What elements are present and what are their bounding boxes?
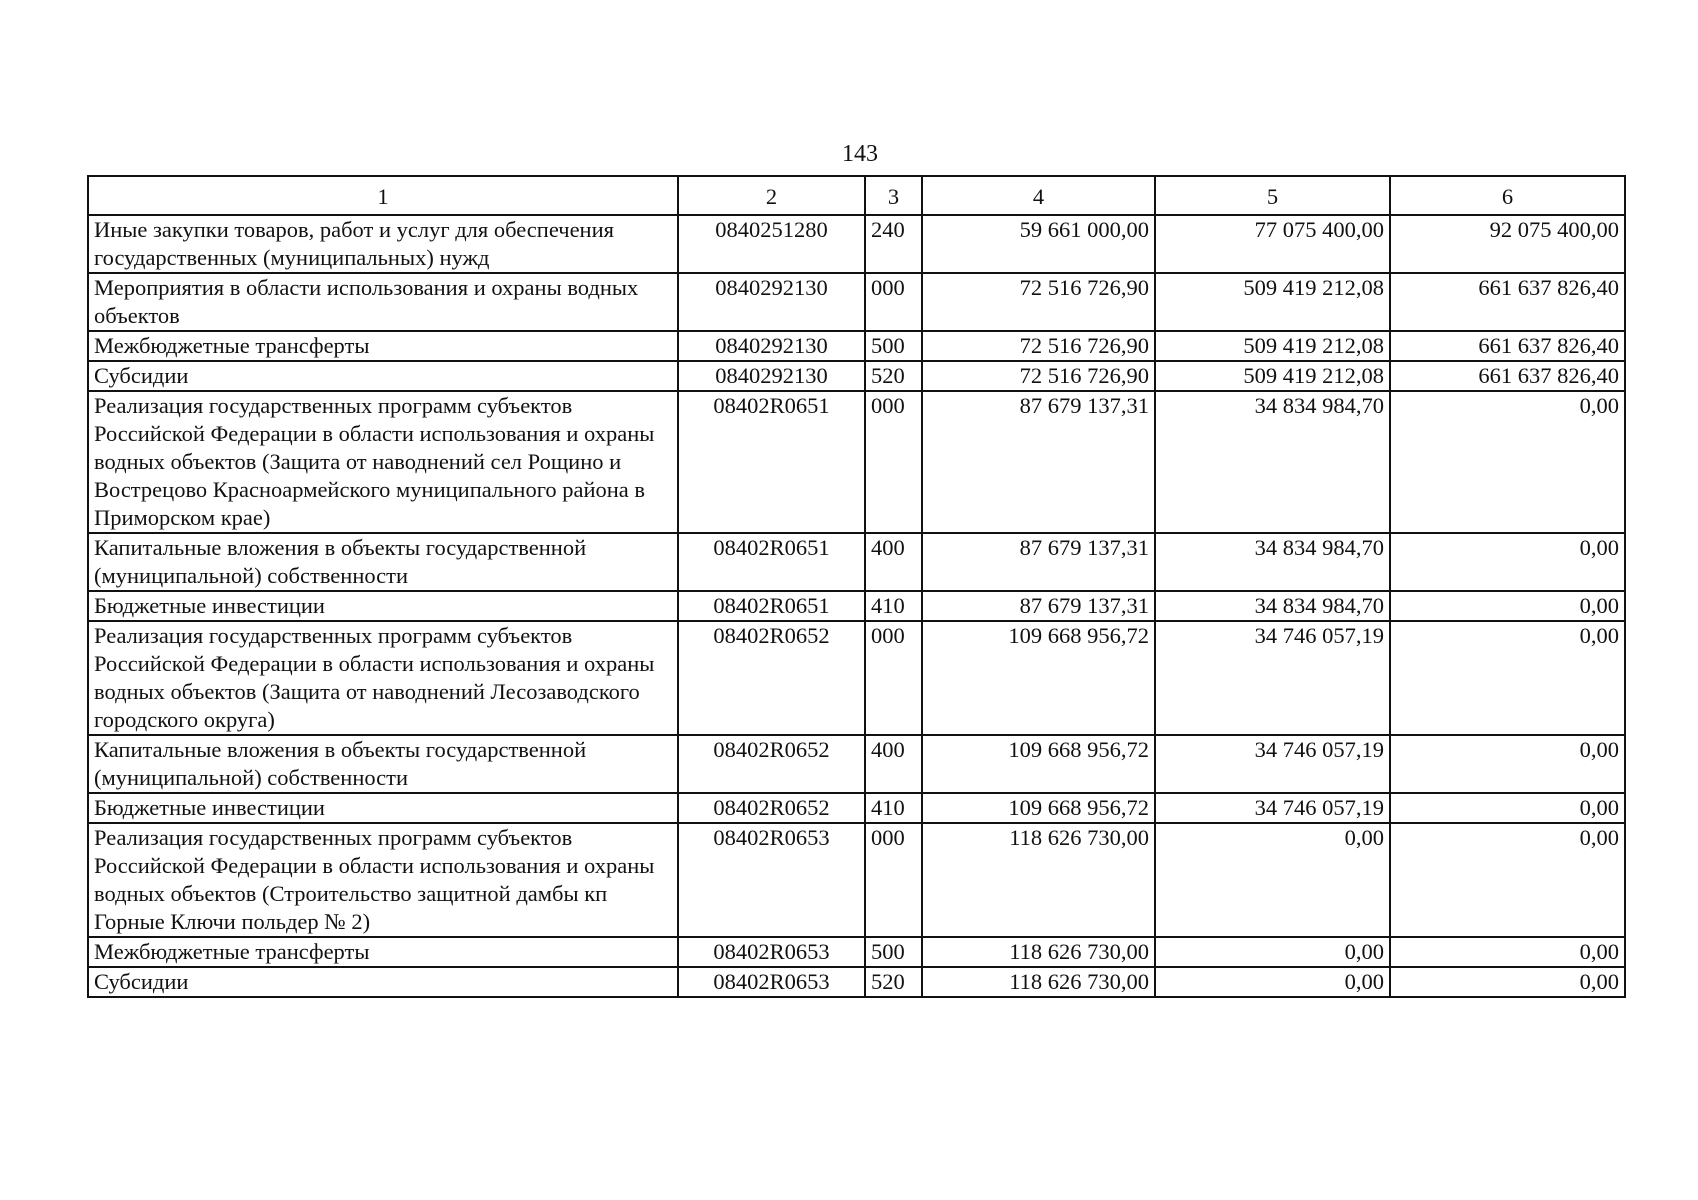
row-amount-1: 118 626 730,00 — [922, 937, 1155, 967]
row-amount-3: 0,00 — [1390, 793, 1625, 823]
table-row — [88, 331, 1625, 361]
row-amount-2: 0,00 — [1155, 967, 1390, 997]
column-header-4: 4 — [922, 176, 1155, 215]
row-amount-3: 0,00 — [1390, 735, 1625, 793]
row-amount-2: 34 746 057,19 — [1155, 621, 1390, 735]
row-amount-1: 59 661 000,00 — [922, 215, 1155, 273]
row-name: Мероприятия в области использования и охраны водных объектов — [88, 273, 678, 331]
row-amount-3: 661 637 826,40 — [1390, 361, 1625, 391]
row-name: Иные закупки товаров, работ и услуг для обеспечения государственных (муниципальных) нужд — [88, 215, 678, 273]
row-amount-1: 87 679 137,31 — [922, 391, 1155, 533]
row-amount-1: 118 626 730,00 — [922, 823, 1155, 937]
column-header-2: 2 — [678, 176, 865, 215]
row-name: Субсидии — [88, 361, 678, 391]
row-code: 0840292130 — [678, 331, 865, 361]
row-amount-3: 0,00 — [1390, 621, 1625, 735]
row-amount-1: 87 679 137,31 — [922, 533, 1155, 591]
row-amount-3: 0,00 — [1390, 967, 1625, 997]
row-amount-2: 34 746 057,19 — [1155, 793, 1390, 823]
column-header-6: 6 — [1390, 176, 1625, 215]
table-row — [88, 621, 1625, 735]
row-code: 08402R0653 — [678, 967, 865, 997]
row-amount-2: 0,00 — [1155, 823, 1390, 937]
table-row — [88, 391, 1625, 533]
row-name: Реализация государственных программ субъектов Российской Федерации в области использования и охраны водных объектов (Защита от наводнений сел Рощино и Вострецово Красноармейского муниципального района в Приморском крае) — [88, 391, 678, 533]
row-code: 08402R0653 — [678, 823, 865, 937]
table-row — [88, 937, 1625, 967]
row-amount-3: 92 075 400,00 — [1390, 215, 1625, 273]
row-amount-3: 661 637 826,40 — [1390, 273, 1625, 331]
row-kvr: 410 — [865, 591, 922, 621]
row-code: 08402R0651 — [678, 533, 865, 591]
row-amount-1: 109 668 956,72 — [922, 793, 1155, 823]
row-amount-3: 0,00 — [1390, 823, 1625, 937]
row-code: 08402R0652 — [678, 621, 865, 735]
column-header-5: 5 — [1155, 176, 1390, 215]
row-kvr: 000 — [865, 823, 922, 937]
row-kvr: 000 — [865, 391, 922, 533]
row-amount-2: 34 834 984,70 — [1155, 533, 1390, 591]
row-code: 08402R0651 — [678, 391, 865, 533]
table-row — [88, 967, 1625, 997]
row-amount-1: 87 679 137,31 — [922, 591, 1155, 621]
row-name: Субсидии — [88, 967, 678, 997]
row-kvr: 500 — [865, 331, 922, 361]
row-code: 08402R0652 — [678, 793, 865, 823]
row-amount-2: 34 834 984,70 — [1155, 591, 1390, 621]
table-row — [88, 735, 1625, 793]
row-amount-1: 72 516 726,90 — [922, 331, 1155, 361]
column-header-3: 3 — [865, 176, 922, 215]
column-header-1: 1 — [88, 176, 678, 215]
row-kvr: 400 — [865, 735, 922, 793]
row-kvr: 410 — [865, 793, 922, 823]
row-name: Реализация государственных программ субъектов Российской Федерации в области использования и охраны водных объектов (Строительство защитной дамбы кп Горные Ключи польдер № 2) — [88, 823, 678, 937]
row-name: Капитальные вложения в объекты государственной (муниципальной) собственности — [88, 735, 678, 793]
row-name: Межбюджетные трансферты — [88, 937, 678, 967]
table-row — [88, 533, 1625, 591]
row-amount-1: 72 516 726,90 — [922, 273, 1155, 331]
row-kvr: 500 — [865, 937, 922, 967]
row-name: Капитальные вложения в объекты государственной (муниципальной) собственности — [88, 533, 678, 591]
row-amount-2: 509 419 212,08 — [1155, 273, 1390, 331]
page-number: 143 — [842, 141, 878, 167]
table-row — [88, 215, 1625, 273]
row-amount-2: 509 419 212,08 — [1155, 331, 1390, 361]
row-amount-3: 0,00 — [1390, 591, 1625, 621]
table-row — [88, 591, 1625, 621]
row-kvr: 520 — [865, 967, 922, 997]
row-amount-3: 661 637 826,40 — [1390, 331, 1625, 361]
row-name: Бюджетные инвестиции — [88, 591, 678, 621]
row-amount-1: 118 626 730,00 — [922, 967, 1155, 997]
row-kvr: 240 — [865, 215, 922, 273]
row-kvr: 520 — [865, 361, 922, 391]
row-code: 0840292130 — [678, 361, 865, 391]
row-amount-2: 77 075 400,00 — [1155, 215, 1390, 273]
row-amount-2: 34 746 057,19 — [1155, 735, 1390, 793]
row-amount-3: 0,00 — [1390, 533, 1625, 591]
row-amount-1: 72 516 726,90 — [922, 361, 1155, 391]
table-row — [88, 823, 1625, 937]
row-amount-1: 109 668 956,72 — [922, 621, 1155, 735]
row-code: 08402R0652 — [678, 735, 865, 793]
budget-table — [87, 175, 1626, 998]
row-code: 0840292130 — [678, 273, 865, 331]
row-amount-1: 109 668 956,72 — [922, 735, 1155, 793]
table-row — [88, 793, 1625, 823]
row-amount-3: 0,00 — [1390, 937, 1625, 967]
table-row — [88, 361, 1625, 391]
row-amount-2: 34 834 984,70 — [1155, 391, 1390, 533]
row-code: 0840251280 — [678, 215, 865, 273]
row-kvr: 000 — [865, 621, 922, 735]
row-name: Межбюджетные трансферты — [88, 331, 678, 361]
row-kvr: 000 — [865, 273, 922, 331]
row-code: 08402R0651 — [678, 591, 865, 621]
row-code: 08402R0653 — [678, 937, 865, 967]
row-name: Реализация государственных программ субъектов Российской Федерации в области использования и охраны водных объектов (Защита от наводнений Лесозаводского городского округа) — [88, 621, 678, 735]
row-amount-2: 0,00 — [1155, 937, 1390, 967]
table-row — [88, 273, 1625, 331]
row-amount-2: 509 419 212,08 — [1155, 361, 1390, 391]
row-name: Бюджетные инвестиции — [88, 793, 678, 823]
row-kvr: 400 — [865, 533, 922, 591]
header-row — [88, 176, 1625, 215]
row-amount-3: 0,00 — [1390, 391, 1625, 533]
